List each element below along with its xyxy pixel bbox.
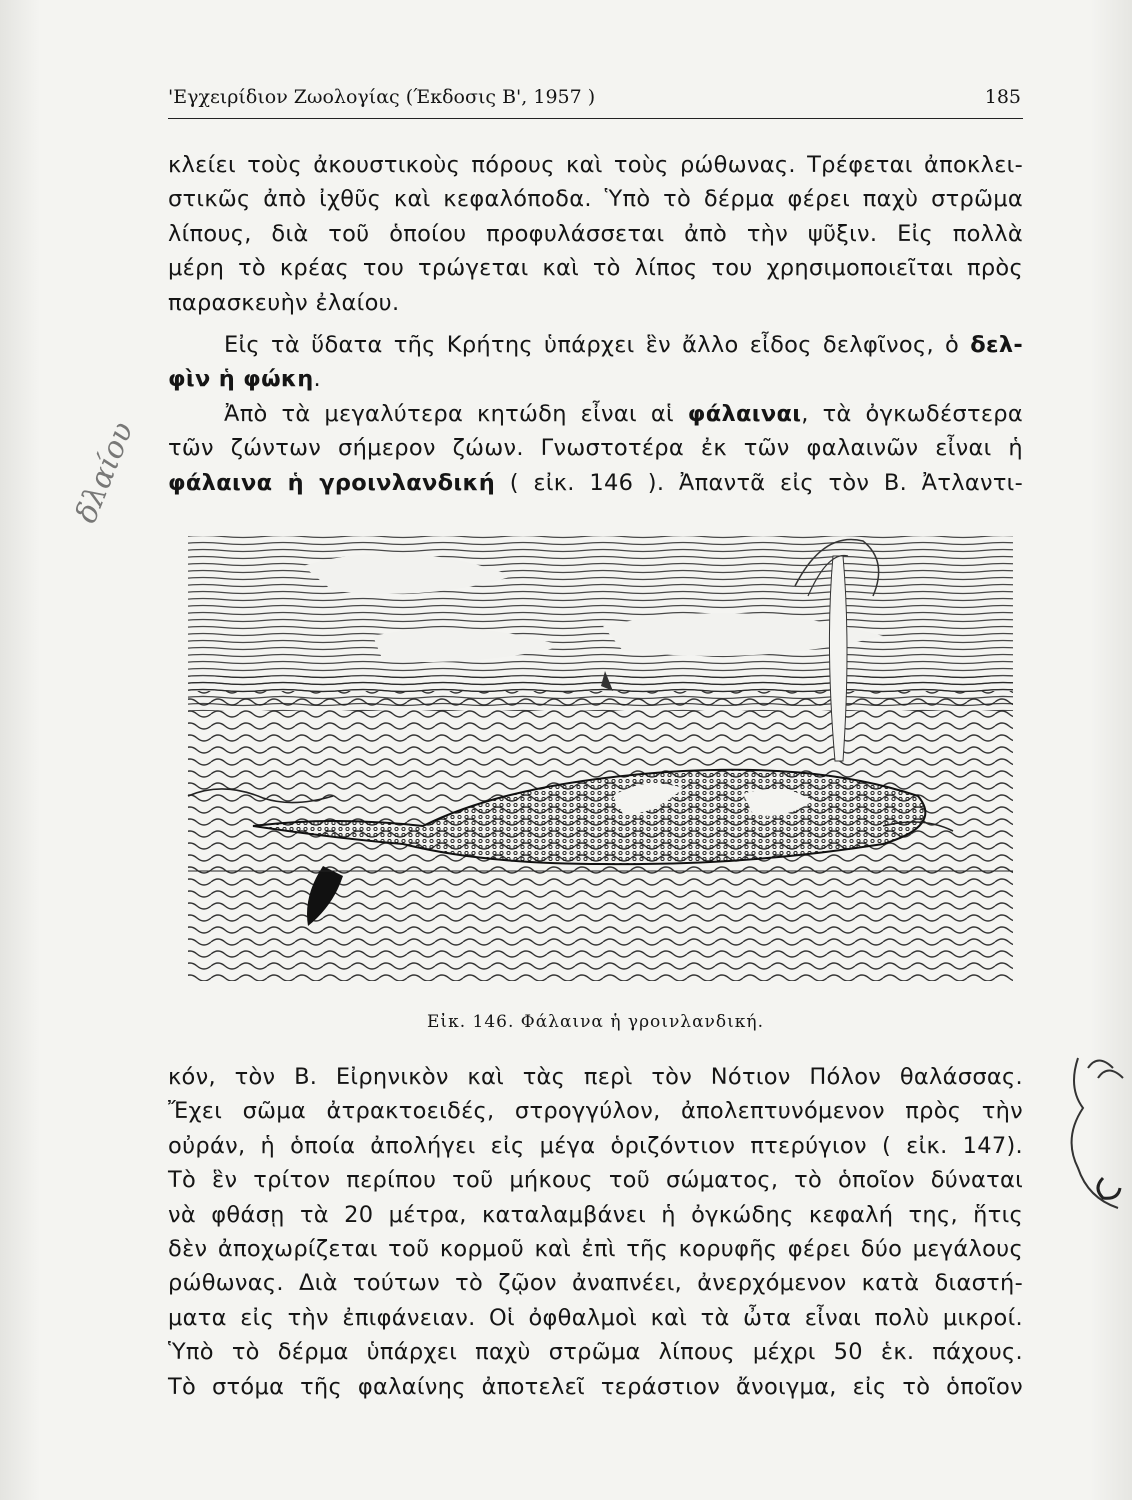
whale-illustration: [183, 526, 1023, 988]
text-line: μέρη τὸ κρέας του τρώγεται καὶ τὸ λίπος του χρησιμοποιεῖται πρὸς: [168, 255, 1023, 282]
paragraph-whales: [168, 397, 1023, 500]
text-line: δὲν ἀποχωρίζεται τοῦ κορμοῦ καὶ ἐπὶ τῆς κορυφῆς φέρει δύο μεγάλους: [168, 1235, 1023, 1262]
text-line: Εἰς τὰ ὕδατα τῆς Κρήτης ὑπάρχει ἓν ἄλλο εἶδος δελφῖνος, ὁ δελ-: [224, 332, 1023, 358]
page-number: 185: [984, 86, 1021, 108]
handwritten-margin-note: δλαίου: [68, 417, 141, 528]
text-line: Ἀπὸ τὰ μεγαλύτερα κητώδη εἶναι αἱ φάλαιναι, τὰ ὀγκωδέστερα: [224, 401, 1023, 427]
text-line: νὰ φθάσῃ τὰ 20 μέτρα, καταλαμβάνει ἡ ὀγκώδης κεφαλή της, ἥτις: [168, 1201, 1023, 1228]
text-line: φάλαινα ἡ γροινλανδική ( εἰκ. 146 ). Ἀπαντᾶ εἰς τὸν Β. Ἀτλαντι-: [168, 469, 1023, 496]
bold-term: δελ-: [970, 332, 1023, 358]
paragraph-dolphin: [168, 328, 1023, 397]
top-paragraph: [168, 148, 1023, 320]
text-line: κόν, τὸν Β. Εἰρηνικὸν καὶ τὰς περὶ τὸν Νότιον Πόλον θαλάσσας.: [168, 1064, 1023, 1090]
text-line: τῶν ζώντων σήμερον ζώων. Γνωστοτέρα ἐκ τῶν φαλαινῶν εἶναι ἡ: [168, 435, 1023, 462]
text-line: Ἔχει σῶμα ἀτρακτοειδές, στρογγύλον, ἀπολεπτυνόμενον πρὸς τὴν: [168, 1098, 1023, 1125]
text-line: Τὸ στόμα τῆς φαλαίνης ἀποτελεῖ τεράστιον ἄνοιγμα, εἰς τὸ ὁποῖον: [168, 1373, 1023, 1400]
header-rule: [168, 118, 1023, 119]
bottom-paragraph: [168, 1060, 1023, 1404]
running-title: 'Εγχειρίδιον Ζωολογίας (Έκδοσις Β', 1957 ): [168, 86, 596, 108]
bold-term: φάλαινα ἡ γροινλανδική: [168, 469, 496, 496]
text-line: παρασκευὴν ἐλαίου.: [168, 289, 400, 316]
text-line: ρώθωνας. Διὰ τούτων τὸ ζῷον ἀναπνέει, ἀνερχόμενον κατὰ διαστή-: [168, 1270, 1023, 1297]
page-header: [168, 82, 1023, 122]
margin-doodle: [1058, 1048, 1132, 1218]
text-line: στικῶς ἀπὸ ἰχθῦς καὶ κεφαλόποδα. Ὑπὸ τὸ δέρμα φέρει παχὺ στρῶμα: [168, 186, 1023, 213]
text-line: κλείει τοὺς ἀκουστικοὺς πόρους καὶ τοὺς ρώθωνας. Τρέφεται ἀποκλει-: [168, 152, 1023, 178]
text-line: φὶν ἡ φώκη.: [168, 366, 321, 393]
text-line: ματα εἰς τὴν ἐπιφάνειαν. Οἱ ὀφθαλμοὶ καὶ τὰ ὦτα εἶναι πολὺ μικροί.: [168, 1304, 1023, 1331]
text-line: οὐράν, ἡ ὁποία ἀπολήγει εἰς μέγα ὁριζόντιον πτερύγιον ( εἰκ. 147).: [168, 1132, 1023, 1159]
text-line: λίπους, διὰ τοῦ ὁποίου προφυλάσσεται ἀπὸ τὴν ψῦξιν. Εἰς πολλὰ: [168, 220, 1023, 247]
bold-term: φὶν ἡ φώκη: [168, 366, 314, 393]
horizon-strip: [188, 676, 1013, 696]
bold-term: φάλαιναι: [687, 401, 802, 427]
text-line: Τὸ ἓν τρίτον περίπου τοῦ μήκους τοῦ σώματος, τὸ ὁποῖον δύναται: [168, 1167, 1023, 1194]
figure-caption: Εἰκ. 146. Φάλαινα ἡ γροινλανδική.: [427, 1012, 764, 1032]
text-line: Ὑπὸ τὸ δέρμα ὑπάρχει παχὺ στρῶμα λίπους μέχρι 50 ἑκ. πάχους.: [168, 1339, 1023, 1366]
